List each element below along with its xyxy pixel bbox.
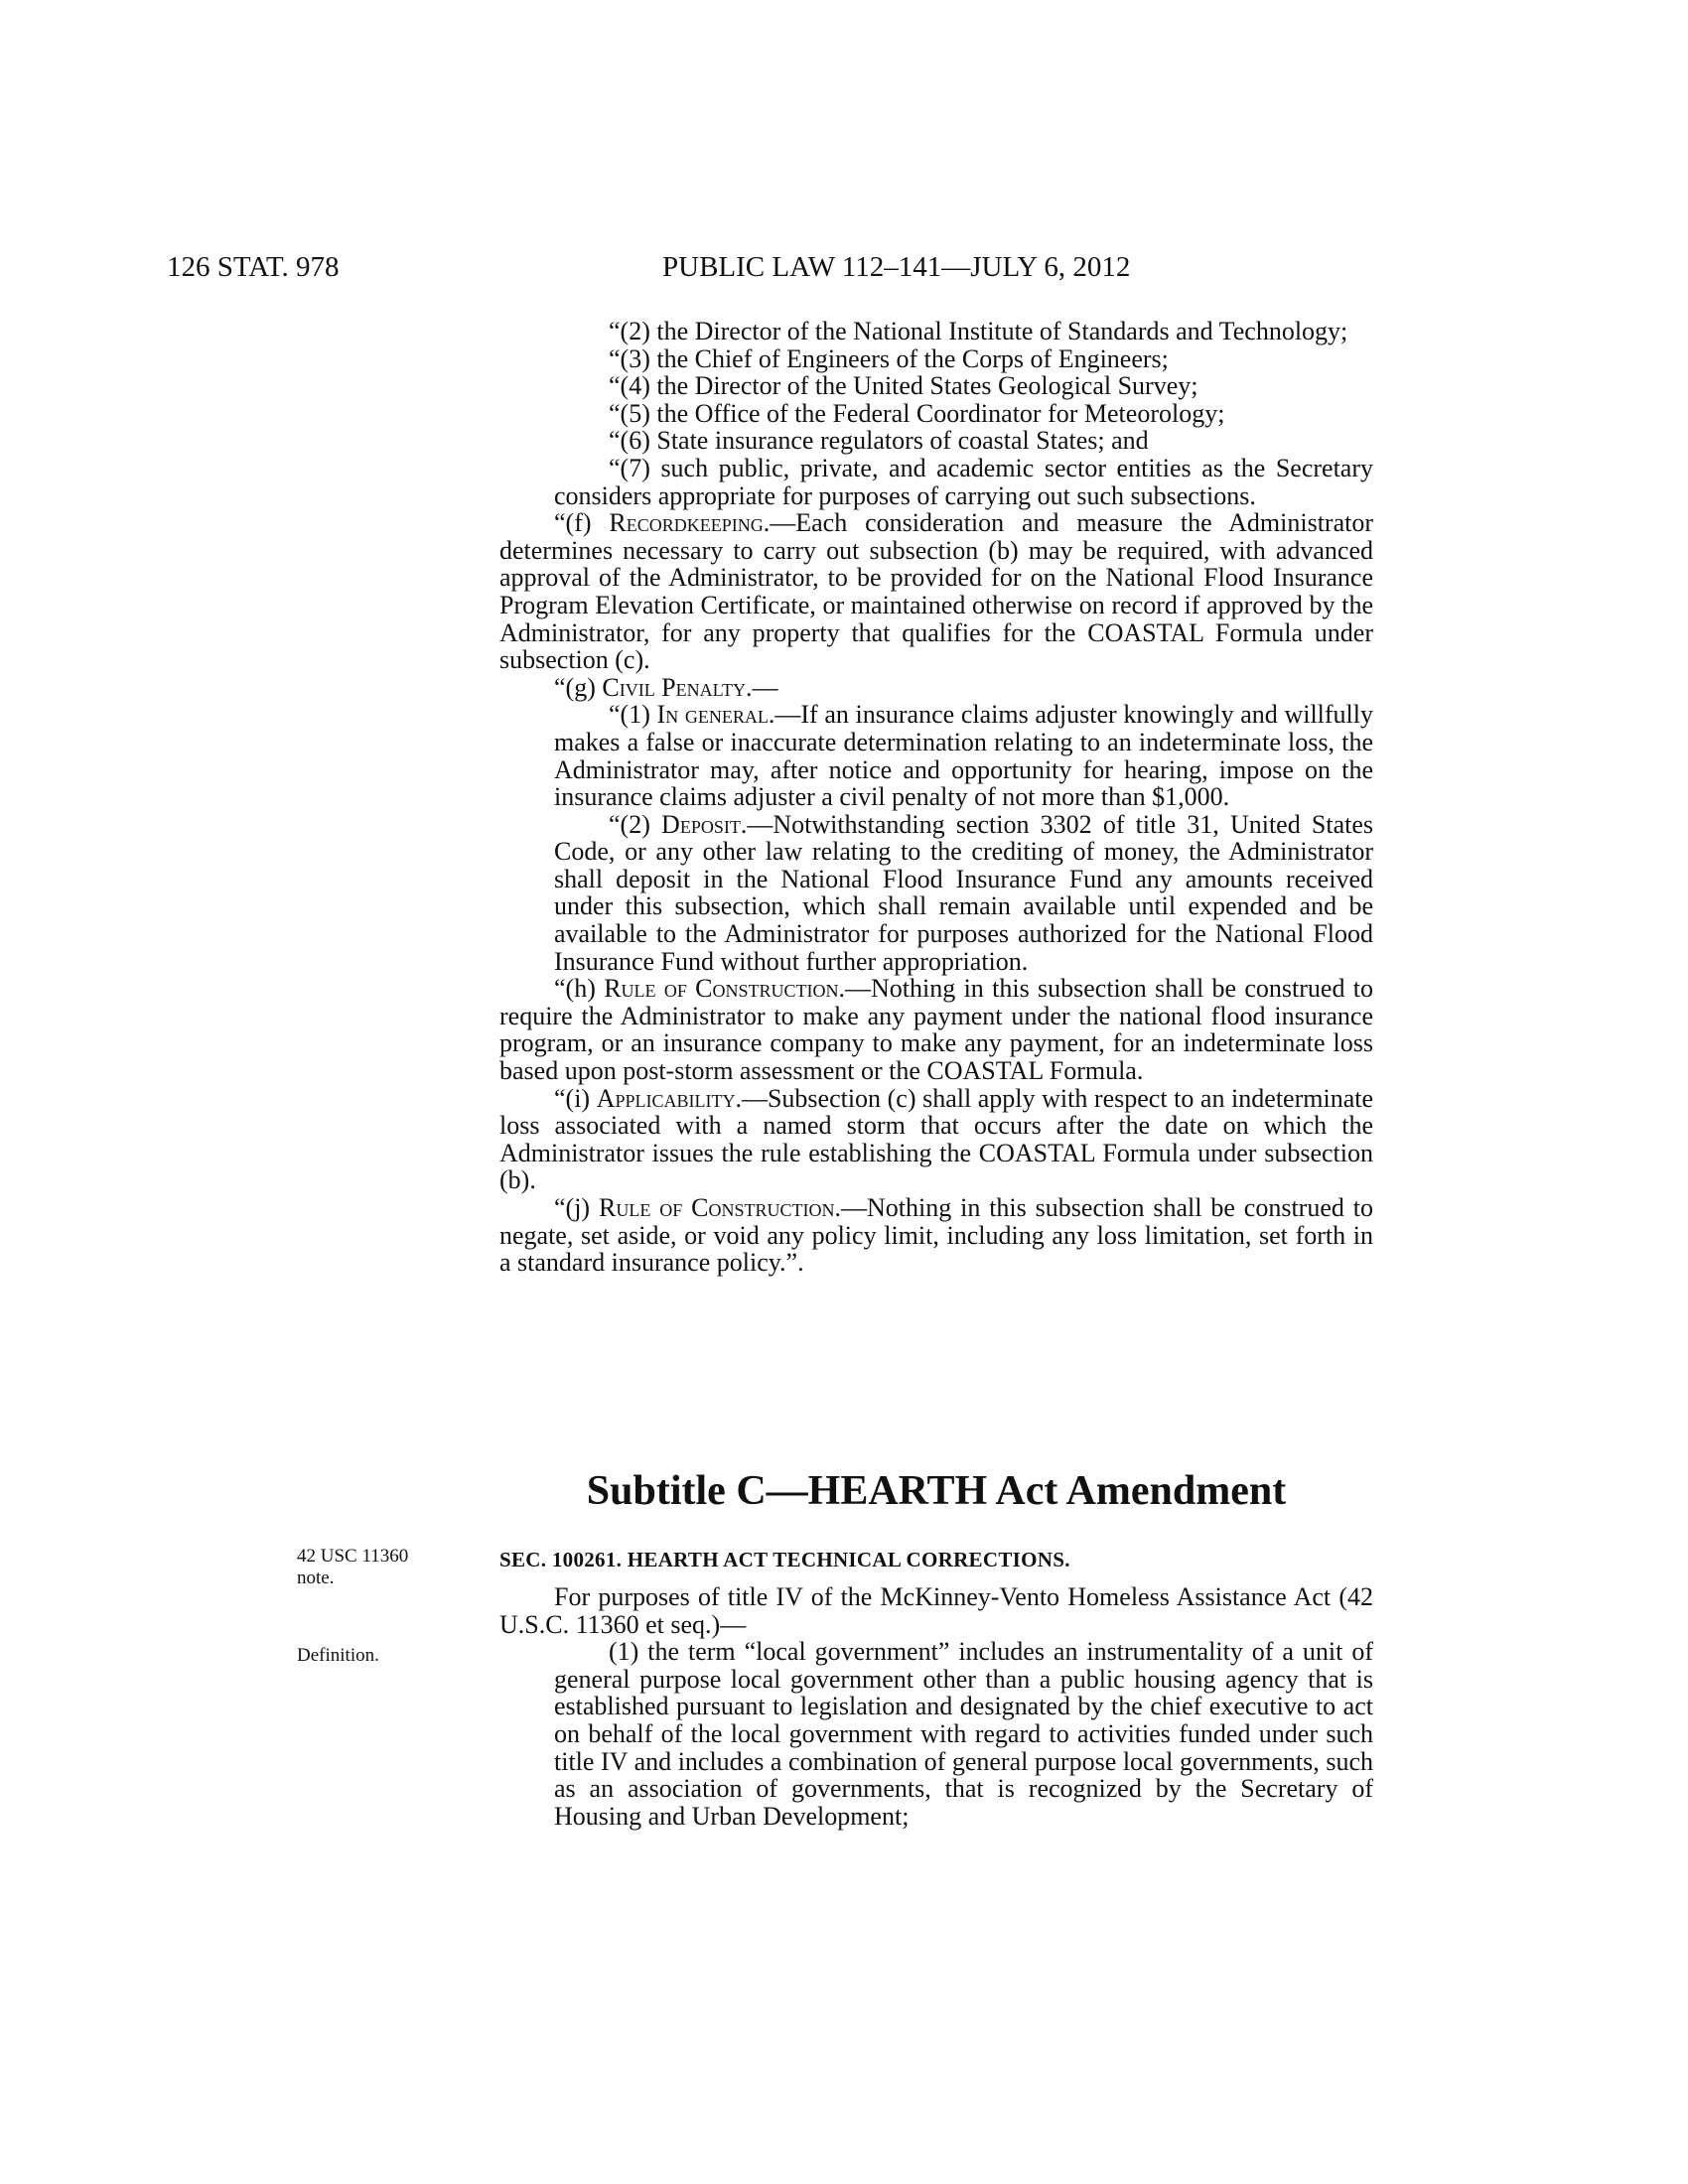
- subsection-j-body: .—Nothing in this subsection shall be construed to negate, set aside, or void any policy limit, including any loss limitation, set forth in a standard insurance policy.”.: [499, 1193, 1373, 1278]
- subsection-g-body: .—: [745, 672, 778, 702]
- subsection-i-prefix: “(i): [554, 1083, 597, 1113]
- list-item-e7: “(7) such public, private, and academic sector entities as the Secretary considers appropriate for purposes of carrying out such subsections.: [554, 453, 1373, 510]
- list-item-e3: “(3) the Chief of Engineers of the Corps of Engineers;: [609, 343, 1169, 373]
- subsection-j-prefix: “(j): [554, 1193, 599, 1222]
- paragraph-2-heading: Deposit: [661, 809, 741, 839]
- paragraph-2-body: .—Notwithstanding section 3302 of title 31, United States Code, or any other law relating to the crediting of money, the Administrator shall deposit in the National Flood Insurance Fund any amounts received under this subsection, which shall remain available until expended and be available to the Administrator for purposes authorized for the National Flood Insurance Fund without further appropriation.: [554, 809, 1374, 976]
- list-item-e4: “(4) the Director of the United States Geological Survey;: [609, 371, 1198, 401]
- list-item-e2: “(2) the Director of the National Institute of Standards and Technology;: [609, 317, 1348, 345]
- subsection-j-heading: Rule of Construction: [598, 1193, 835, 1222]
- running-header-title: PUBLIC LAW 112–141—JULY 6, 2012: [662, 251, 1131, 283]
- paragraph-2-prefix: “(2): [609, 809, 662, 839]
- subsection-h: [499, 975, 1373, 1084]
- margin-note-definition: Definition.: [297, 1645, 379, 1666]
- section-text: [499, 1583, 1373, 1830]
- paragraph-1-heading: In general: [656, 700, 769, 730]
- subsection-i-body: .—Subsection (c) shall apply with respect to an indeterminate loss associated with a named storm that occurs after the date on which the Administrator issues the rule establishing the COASTAL Formula under subsection (b).: [499, 1083, 1373, 1195]
- margin-note-usc-line2: note.: [297, 1568, 335, 1588]
- subsection-f-body: .—Each consideration and measure the Administrator determines necessary to carry out subsection (b) may be required, with advanced approval of the Administrator, to be provided for on the National Flood Insurance Program Elevation Certificate, or maintained otherwise on record if approved by the Administrator, for any property that qualifies for the COASTAL Formula under subsection (c).: [499, 508, 1373, 675]
- paragraph-1-body: .—If an insurance claims adjuster knowingly and willfully makes a false or inaccurate determination relating to an indeterminate loss, the Administrator may, after notice and opportunity for hearing, impose on the insurance claims adjuster a civil penalty of not more than $1,000.: [554, 700, 1374, 812]
- subsection-g-paragraph-1: [554, 701, 1373, 810]
- subtitle-heading: Subtitle C—HEARTH Act Amendment: [586, 1468, 1287, 1514]
- list-item-e5: “(5) the Office of the Federal Coordinator for Meteorology;: [609, 398, 1225, 428]
- subsection-h-heading: Rule of Construction: [604, 974, 839, 1004]
- subsection-h-body: .—Nothing in this subsection shall be construed to require the Administrator to make any payment under the national flood insurance program, or an insurance company to make any payment, for an indeterminate loss based upon post-storm assessment or the COASTAL Formula.: [499, 974, 1374, 1086]
- margin-note-usc-line1: 42 USC 11360: [297, 1546, 409, 1567]
- section-intro: For purposes of title IV of the McKinney-Vento Homeless Assistance Act (42 U.S.C. 11360 et seq.)—: [499, 1582, 1373, 1639]
- subsection-g-prefix: “(g): [554, 672, 603, 702]
- subsection-j: [499, 1194, 1373, 1277]
- subsection-g: [499, 674, 1373, 702]
- subsection-i: [499, 1085, 1373, 1194]
- page-number: 126 STAT. 978: [167, 251, 340, 283]
- paragraph-1-prefix: “(1): [609, 700, 657, 730]
- subsection-f-prefix: “(f): [554, 508, 610, 538]
- subsection-g-paragraph-2: [554, 811, 1373, 976]
- subsection-g-heading: Civil Penalty: [602, 672, 746, 702]
- list-item-e6: “(6) State insurance regulators of coastal States; and: [609, 426, 1149, 456]
- subsection-i-heading: Applicability: [596, 1083, 736, 1113]
- statute-text-continued: [499, 318, 1373, 1277]
- subsection-f-heading: Recordkeeping: [609, 508, 764, 538]
- margin-note-usc: [297, 1546, 408, 1589]
- subsection-h-prefix: “(h): [554, 974, 605, 1004]
- subsection-f: [499, 509, 1373, 674]
- section-item-1: (1) the term “local government” includes an instrumentality of a unit of general purpose local government other than a public housing agency that is established pursuant to legislation and designated by the chief executive to act on behalf of the local government with regard to activities funded under such title IV and includes a combination of general purpose local governments, such as an association of governments, that is recognized by the Secretary of Housing and Urban Development;: [554, 1637, 1373, 1831]
- section-heading: SEC. 100261. HEARTH ACT TECHNICAL CORRECTIONS.: [499, 1548, 1070, 1571]
